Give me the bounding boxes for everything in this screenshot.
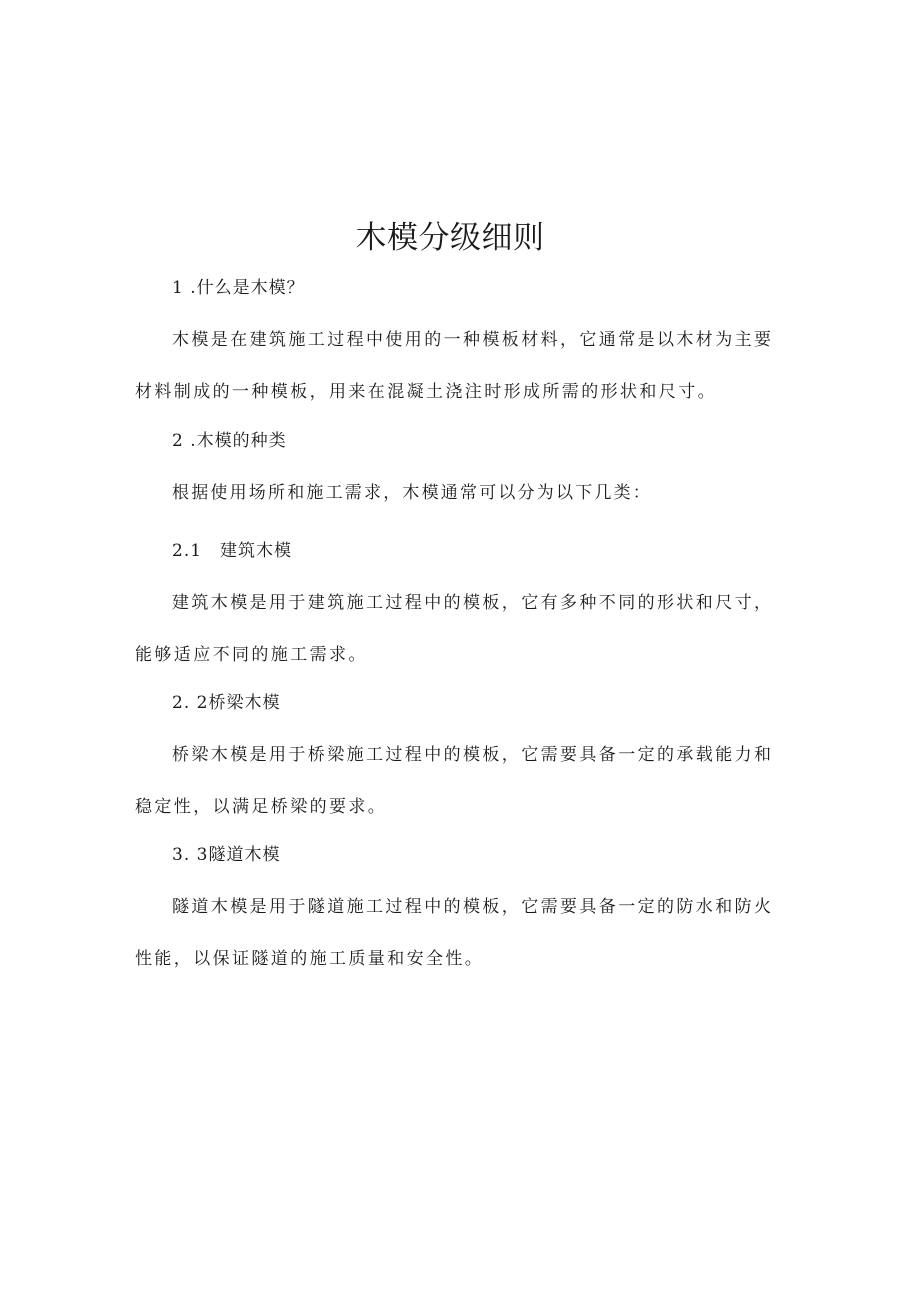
section-heading-2: 2 .木模的种类 — [172, 431, 287, 451]
section-body-1: 木模是在建筑施工过程中使用的一种模板材料，它通常是以木材为主要材料制成的一种模板，用来在混凝土浇注时形成所需的形状和尺寸。 — [135, 330, 774, 402]
section-body-2-2: 桥梁木模是用于桥梁施工过程中的模板，它需要具备一定的承载能力和稳定性，以满足桥梁的要求。 — [135, 745, 774, 817]
section-body-2-1: 建筑木模是用于建筑施工过程中的模板，它有多种不同的形状和尺寸，能够适应不同的施工需求。 — [135, 593, 774, 665]
section-heading-3-3: 3. 3隧道木模 — [172, 845, 281, 865]
section-heading-2-2: 2. 2桥梁木模 — [172, 693, 281, 713]
section-heading-1: 1 .什么是木模？ — [172, 278, 305, 298]
document-title: 木模分级细则 — [355, 220, 545, 256]
section-body-2: 根据使用场所和施工需求，木模通常可以分为以下几类： — [172, 483, 652, 503]
section-heading-2-1: 2.1 建筑木模 — [172, 541, 293, 561]
section-body-3-3: 隧道木模是用于隧道施工过程中的模板，它需要具备一定的防水和防火性能，以保证隧道的施工质量和安全性。 — [135, 897, 774, 969]
